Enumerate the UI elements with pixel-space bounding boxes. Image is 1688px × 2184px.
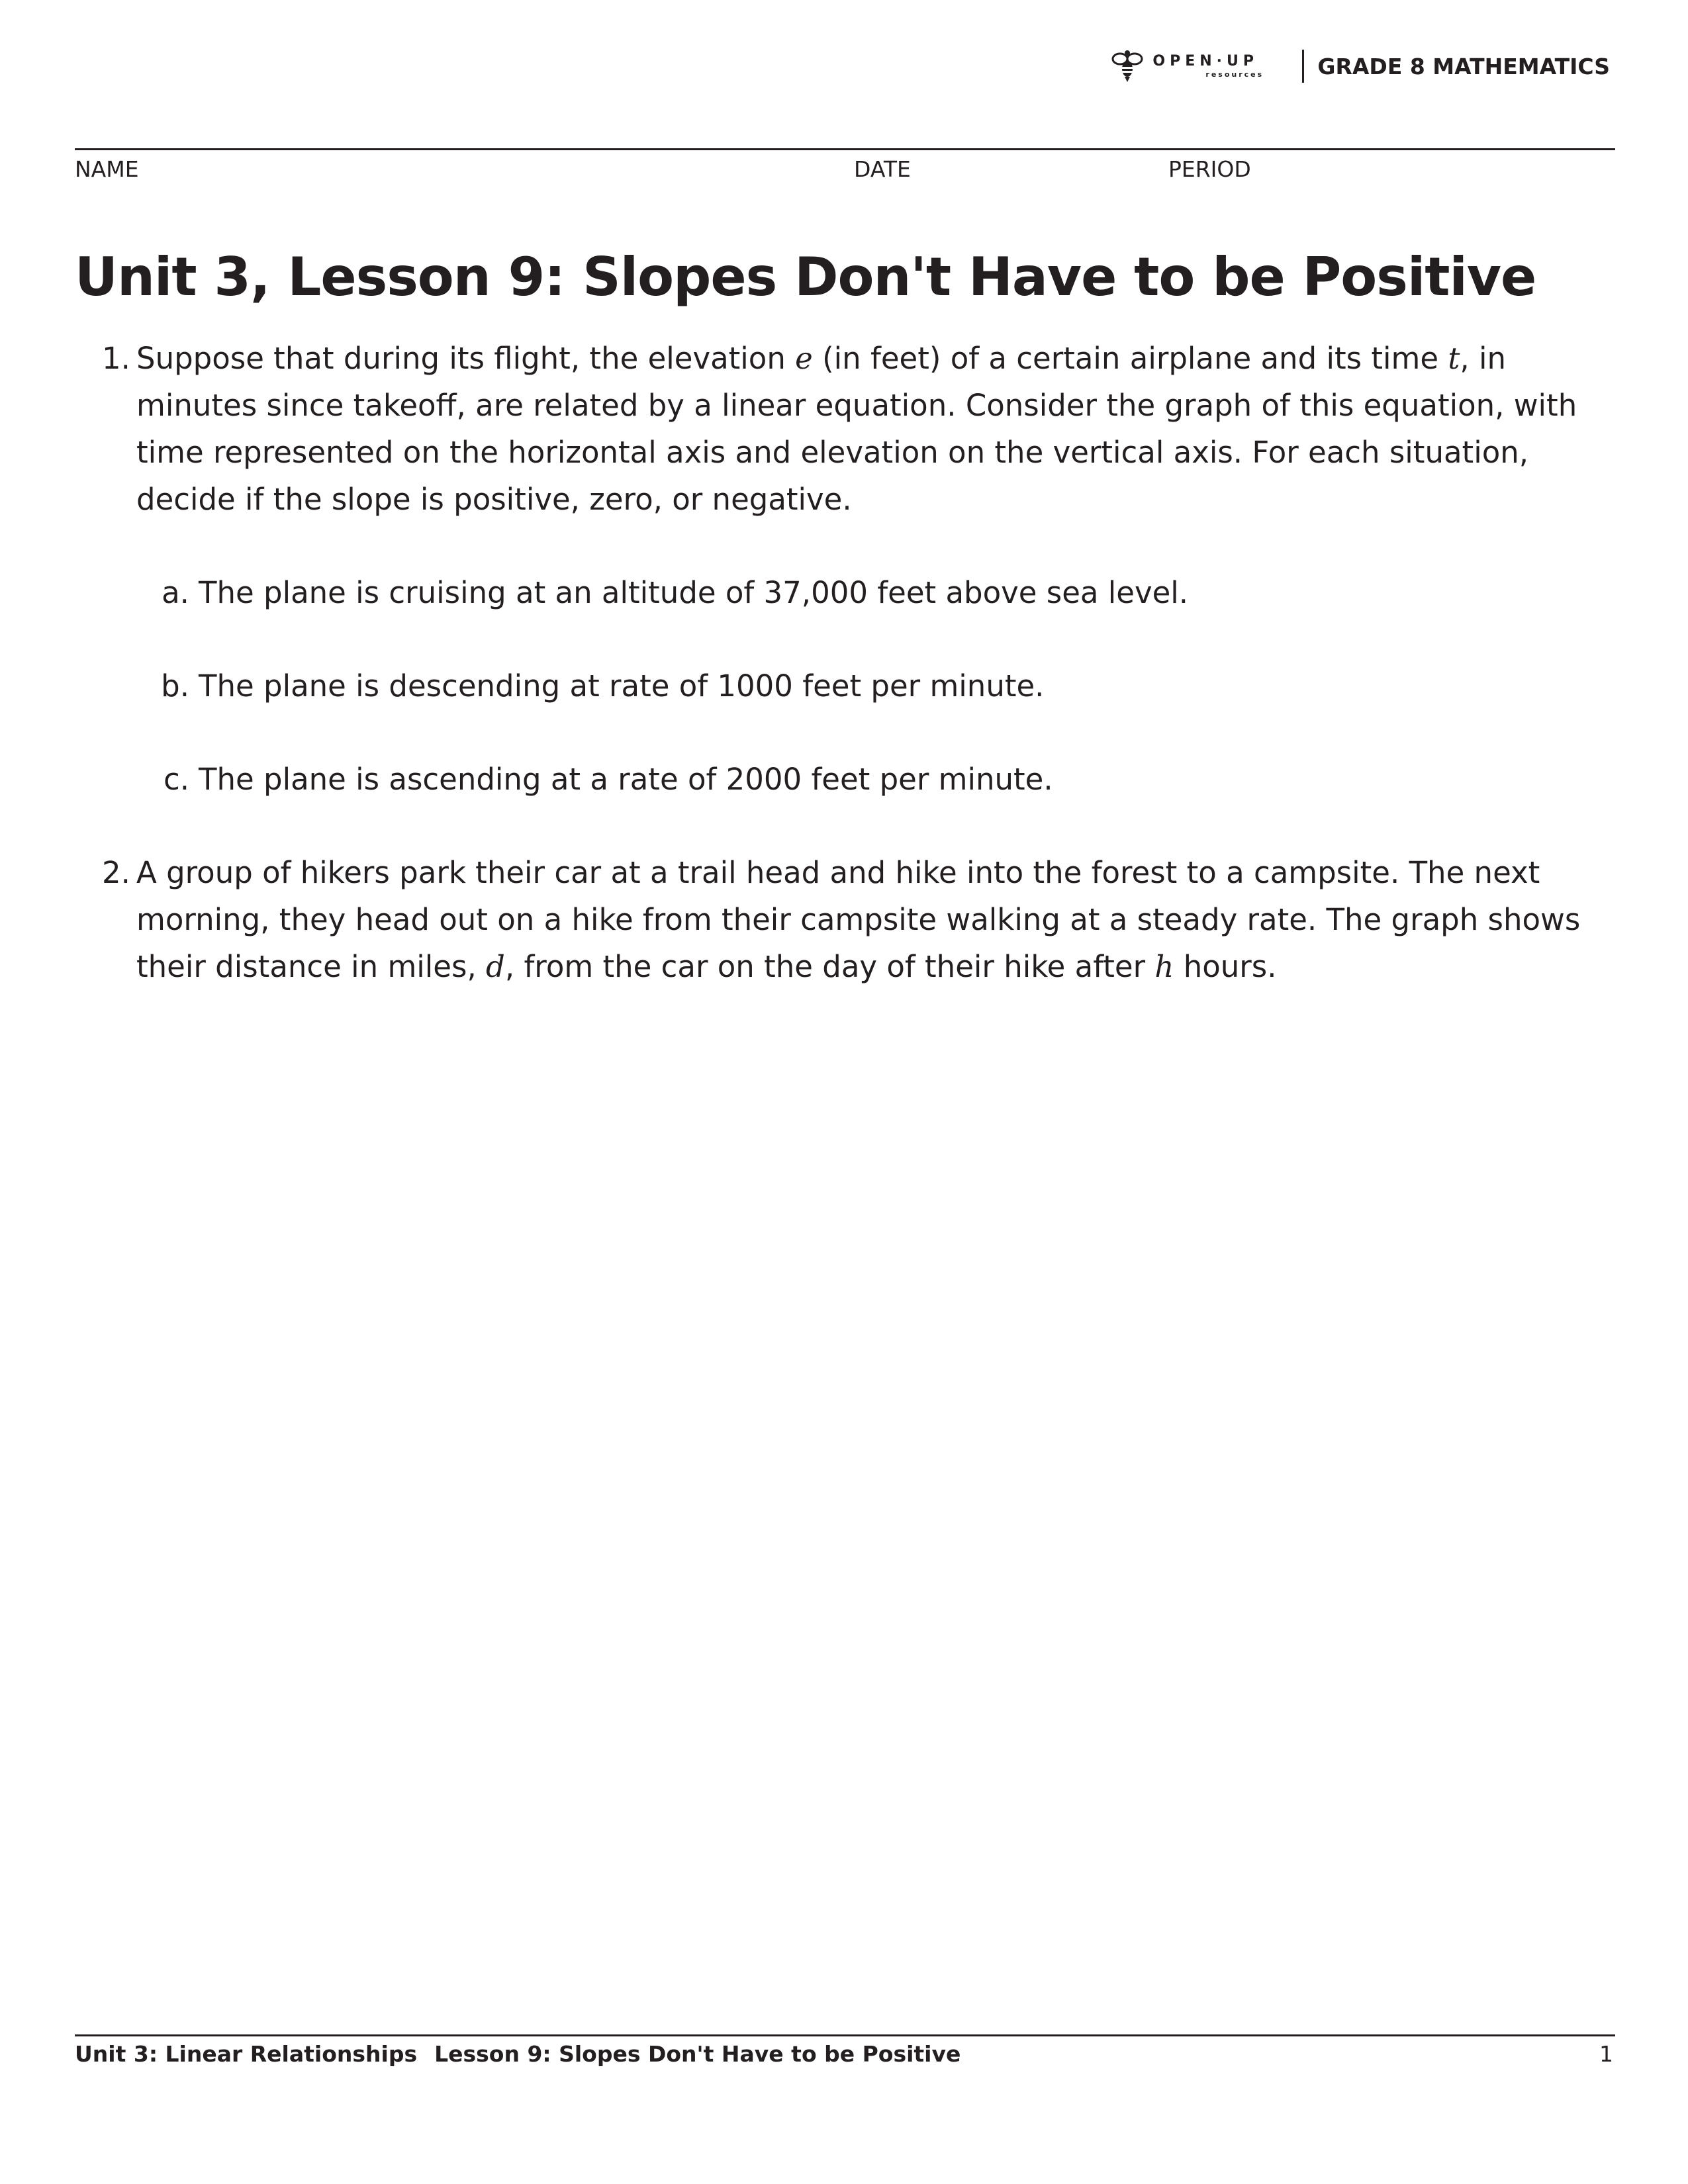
problem-2 [102, 849, 1619, 990]
footer-lesson: Lesson 9: Slopes Don't Have to be Positive [434, 2041, 961, 2067]
logo-subtext: resources [1205, 70, 1264, 79]
sub-item-text: The plane is descending at rate of 1000 feet per minute. [199, 668, 1045, 704]
problem-number: 1. [102, 341, 130, 376]
page-number: 1 [1599, 2041, 1613, 2067]
problem-text [136, 849, 1619, 990]
period-field-label: PERIOD [1168, 156, 1251, 182]
variable-d: d [486, 949, 505, 984]
sub-item-letter: a. [162, 575, 189, 610]
logo-wordmark: OPEN·UP [1152, 53, 1259, 69]
text-run: Suppose that during its flight, the elevation [136, 341, 796, 376]
bee-icon [1111, 49, 1143, 83]
problem-1 [102, 335, 1619, 803]
variable-e: e [795, 341, 813, 376]
sub-item-b [161, 662, 1589, 709]
page-footer [75, 2041, 961, 2067]
sub-item-letter: c. [163, 762, 189, 797]
date-field-label: DATE [854, 156, 911, 182]
footer-unit: Unit 3: Linear Relationships [75, 2041, 418, 2067]
sub-item-text: The plane is ascending at a rate of 2000 feet per minute. [199, 762, 1053, 797]
text-run: A group of hikers park their car at a trail head and hike into the forest to a campsite. The next morning, they head out on a hike from their campsite walking at a steady rate. The graph shows their distance in miles, [136, 855, 1581, 984]
name-field-label: NAME [75, 156, 139, 182]
text-run: (in feet) of a certain airplane and its time [812, 341, 1448, 376]
name-rule [75, 148, 1615, 150]
open-up-resources-logo [1111, 49, 1302, 83]
variable-t: t [1448, 341, 1460, 376]
problem-text [136, 335, 1619, 523]
page-title: Unit 3, Lesson 9: Slopes Don't Have to be Positive [75, 246, 1536, 308]
page-header [1111, 48, 1610, 85]
grade-label: GRADE 8 MATHEMATICS [1317, 53, 1610, 79]
sub-item-c [163, 756, 1589, 803]
footer-rule [75, 2034, 1615, 2036]
problem-list [0, 335, 1688, 990]
problem-number: 2. [102, 855, 130, 890]
text-run: , from the car on the day of their hike after [504, 949, 1155, 984]
sub-item-text: The plane is cruising at an altitude of 37,000 feet above sea level. [199, 575, 1189, 610]
variable-h: h [1154, 949, 1174, 984]
text-run: hours. [1174, 949, 1277, 984]
sub-item-letter: b. [161, 668, 189, 704]
sub-item-a [162, 569, 1589, 616]
text-run: , in minutes since takeoff, are related by a linear equation. Consider the graph of this equation, with time represented on the horizontal axis and elevation on the vertical axis. For each situation, decide if the slope is positive, zero, or negative. [136, 341, 1577, 517]
